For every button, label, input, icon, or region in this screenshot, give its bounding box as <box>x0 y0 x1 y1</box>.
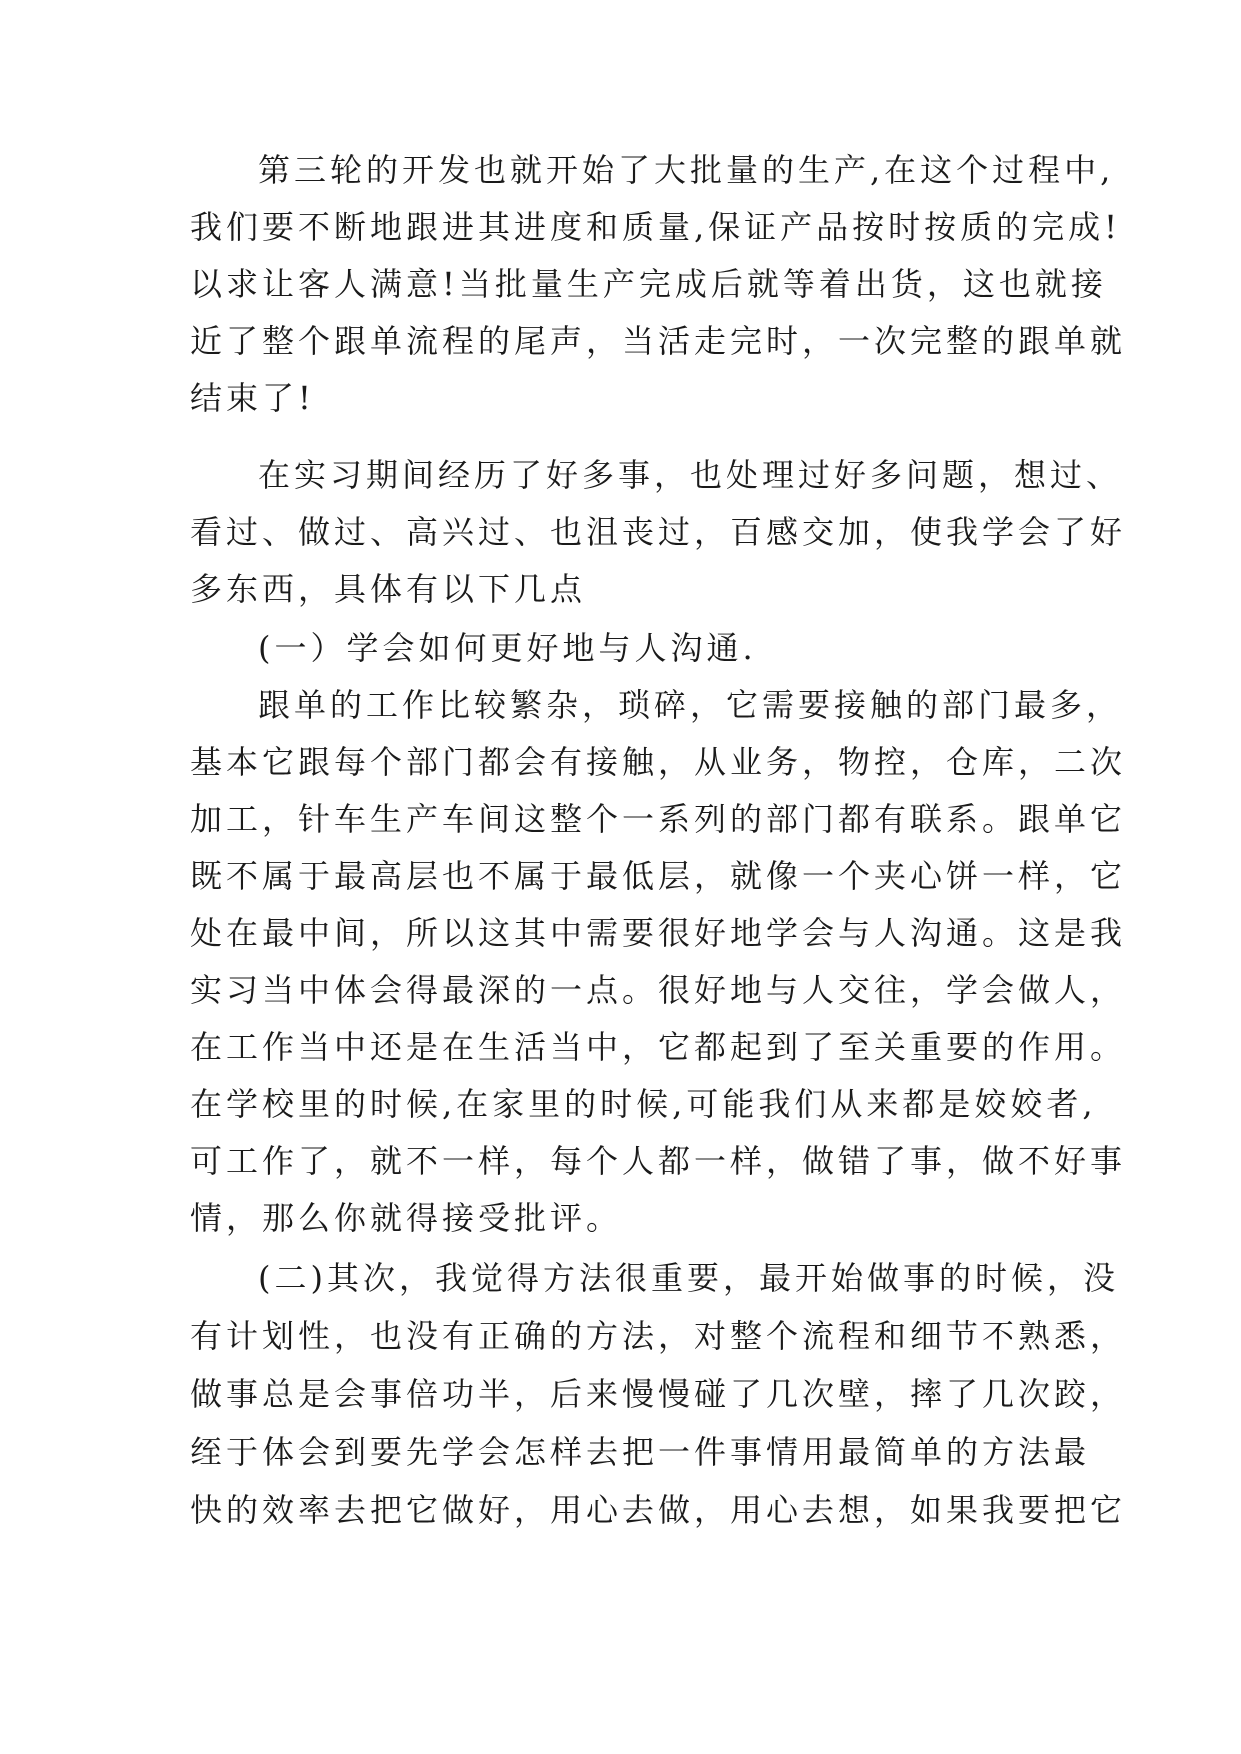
text-line: 在学校里的时候,在家里的时候,可能我们从来都是姣姣者, <box>190 1085 1097 1123</box>
text-line: 结束了! <box>190 379 315 417</box>
text-line: 以求让客人满意!当批量生产完成后就等着出货，这也就接 <box>190 265 1107 303</box>
text-line: 我们要不断地跟进其进度和质量,保证产品按时按质的完成! <box>190 208 1122 246</box>
text-line: 基本它跟每个部门都会有接触，从业务，物控，仓库，二次 <box>190 743 1127 781</box>
text-line: 快的效率去把它做好，用心去做，用心去想，如果我要把它 <box>190 1491 1127 1529</box>
text-line: 做事总是会事倍功半，后来慢慢碰了几次壁，摔了几次跤， <box>190 1375 1127 1413</box>
text-line: 有计划性，也没有正确的方法，对整个流程和细节不熟悉， <box>190 1317 1127 1355</box>
text-line: 跟单的工作比较繁杂，琐碎，它需要接触的部门最多， <box>258 686 1123 724</box>
text-line: 处在最中间，所以这其中需要很好地学会与人沟通。这是我 <box>190 914 1127 952</box>
text-line: 多东西，具体有以下几点 <box>190 570 587 608</box>
text-line: 看过、做过、高兴过、也沮丧过，百感交加，使我学会了好 <box>190 513 1127 551</box>
text-line: 既不属于最高层也不属于最低层，就像一个夹心饼一样，它 <box>190 857 1127 895</box>
text-line: 情，那么你就得接受批评。 <box>190 1199 623 1237</box>
text-line: (二)其次，我觉得方法很重要，最开始做事的时候，没 <box>258 1259 1119 1297</box>
text-line: 可工作了，就不一样，每个人都一样，做错了事，做不好事 <box>190 1142 1127 1180</box>
text-line: 加工，针车生产车间这整个一系列的部门都有联系。跟单它 <box>190 800 1127 838</box>
text-line: 绖于体会到要先学会怎样去把一件事情用最简单的方法最 <box>190 1433 1091 1471</box>
section-heading: (一）学会如何更好地与人沟通. <box>258 629 757 667</box>
text-line: 第三轮的开发也就开始了大批量的生产,在这个过程中, <box>258 151 1115 189</box>
text-line: 近了整个跟单流程的尾声，当活走完时，一次完整的跟单就 <box>190 322 1127 360</box>
text-line: 实习当中体会得最深的一点。很好地与人交往，学会做人， <box>190 971 1127 1009</box>
text-line: 在工作当中还是在生活当中，它都起到了至关重要的作用。 <box>190 1028 1127 1066</box>
text-line: 在实习期间经历了好多事，也处理过好多问题，想过、 <box>258 456 1123 494</box>
